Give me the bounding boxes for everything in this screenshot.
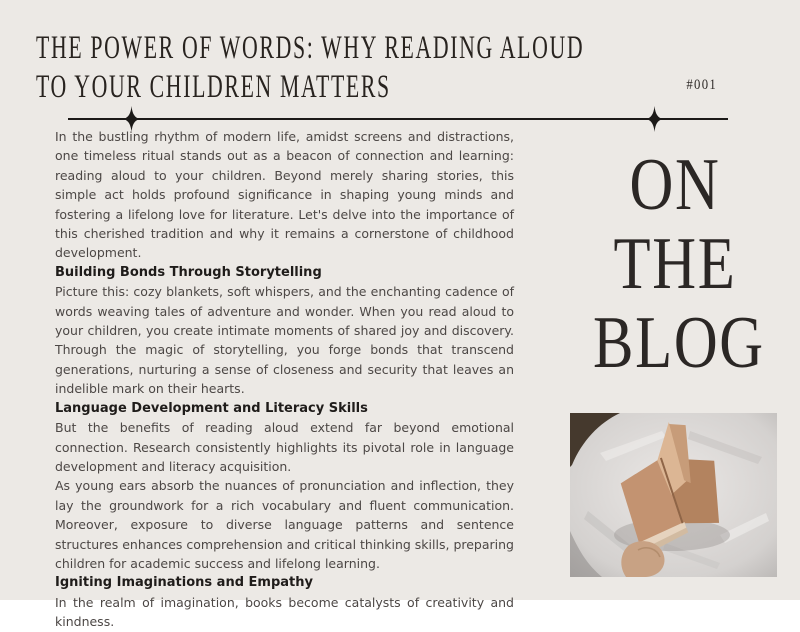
on-the-blog-word-3: BLOG [593,302,765,384]
article-heading-building-bonds: Building Bonds Through Storytelling [55,264,322,280]
on-the-blog-word-2: THE [613,223,737,305]
open-book-illustration [570,413,777,577]
article-paragraph-intro: In the bustling rhythm of modern life, amidst screens and distractions, one timeless ritual stands out as a beacon of connection and learning: reading aloud to your children. Beyond merely sharing stories, this simple act holds profound significance in shaping young minds and fostering a lifelong love for literature. Let's delve into the importance of this cherished tradition and why it remains a cornerstone of childhood development. [55,129,514,261]
article-paragraph-young-ears: As young ears absorb the nuances of pronunciation and inflection, they lay the groundwork for a rich vocabulary and fluent communication. Moreover, exposure to diverse language patterns and sentence structures enhances comprehension and critical thinking skills, preparing children for academic success and lifelong learning. [55,478,514,571]
article-heading-language: Language Development and Literacy Skills [55,400,368,416]
on-the-blog-label [593,144,765,384]
divider-line [68,118,728,120]
open-book-photo [570,413,777,577]
issue-number: #001 [686,77,717,93]
diamond-icon [646,106,663,132]
on-the-blog-word-1: ON [629,144,721,226]
article-body [55,127,514,632]
article-paragraph-clipped: In the realm of imagination, books become catalysts of creativity and kindness. [55,594,514,630]
article-heading-imaginations: Igniting Imaginations and Empathy [55,575,313,591]
article-paragraph-bonds: Picture this: cozy blankets, soft whispers, and the enchanting cadence of words weaving tales of adventure and wonder. When you read aloud to your children, you create intimate moments of shared joy and discovery. Through the magic of storytelling, you forge bonds that transcend generations, nurturing a sense of closeness and security that leaves an indelible mark on their hearts. [55,284,514,397]
page-title-line1: THE POWER OF WORDS: WHY READING ALOUD [36,30,585,66]
page-title-line2: TO YOUR CHILDREN MATTERS [36,68,391,105]
page-title [36,29,584,106]
article-paragraph-benefits: But the benefits of reading aloud extend far beyond emotional connection. Research consistently highlights its pivotal role in language development and literacy acquisition. [55,420,514,474]
